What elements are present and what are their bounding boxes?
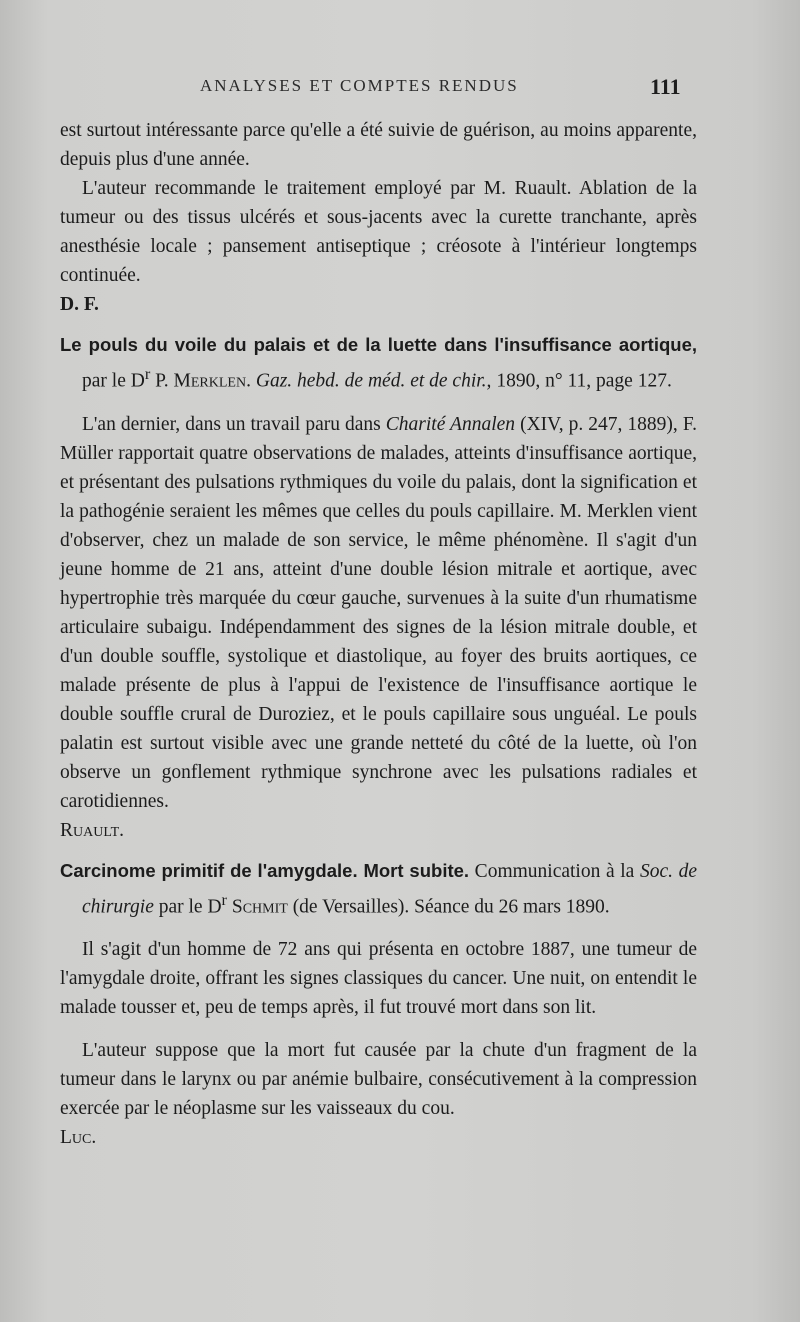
journal-name: Gaz. hebd. de méd. et de chir.,	[250, 370, 492, 392]
running-header: ANALYSES ET COMPTES RENDUS	[200, 76, 519, 95]
title-text: (de Versailles). Séance du 26 mars 1890.	[287, 896, 610, 917]
paragraph: Il s'agit d'un homme de 72 ans qui présenta en octobre 1887, une tumeur de l'amygdale droite, offrant les signes classiques du cancer. Une nuit, on entendit le malade tousser et, peu de temps après, il fut trouvé mort dans son lit.	[60, 939, 697, 1018]
paragraph: L'auteur suppose que la mort fut causée par la chute d'un fragment de la tumeur dans le larynx ou par anémie bulbaire, consécutivement à la compression exercée par le néoplasme sur les vaisseaux du cou.	[60, 1040, 697, 1119]
signature: Ruault.	[60, 819, 125, 841]
signature: Luc.	[60, 1127, 97, 1148]
journal-name: Charité Annalen	[385, 413, 516, 435]
article-title	[60, 330, 697, 396]
body-text: L'an dernier, dans un travail paru dans	[82, 413, 386, 435]
body-text: (XIV, p. 247, 1889), F. Müller rapportait quatre observations de malades, atteints d'insuffisance aortique, et présentant des pulsations rythmiques du voile du palais, dont la signification et la pathogénie seraient les mêmes que celles du pouls capillaire. M. Merklen vient d'observer, chez un malade de son service, le même phénomène. Il s'agit d'un jeune homme de 21 ans, atteint d'une double lésion mitrale et aortique, avec hypertrophie très marquée du cœur gauche, survenues à la suite d'un rhumatisme articulaire subaigu. Indépendamment des signes de la lésion mitrale double, et d'un double souffle, systolique et diastolique, au foyer des bruits aortiques, ce malade présente de plus à l'appui de l'existence de l'insuffisance aortique le double souffle crural de Duroziez, et le pouls capillaire sous unguéal. Le pouls palatin est surtout visible avec une grande netteté du côté de la luette, où l'on observe un gonflement rythmique synchrone avec les pulsations radiales et carotidiennes.	[60, 413, 697, 812]
society-name: Soc. de chirurgie	[82, 860, 698, 917]
title-text: Communication à la	[469, 860, 640, 882]
paragraph	[60, 410, 697, 816]
title-bold: Carcinome primitif de l'amygdale. Mort subite.	[60, 859, 470, 881]
author-name: Schmit	[226, 896, 288, 917]
page-number: 111	[650, 74, 681, 99]
title-by: par le D	[153, 896, 222, 917]
title-sup: r	[144, 365, 151, 383]
article-body	[60, 116, 697, 1152]
author-name: P. Merklen.	[150, 370, 251, 392]
title-ref: 1890, n° 11, page 127.	[491, 370, 672, 392]
title-bold: Le pouls du voile du palais et de la luette dans l'insuffisance aortique,	[60, 334, 697, 355]
title-sup: r	[221, 890, 227, 909]
article-title	[60, 856, 697, 922]
paragraph: est surtout intéressante parce qu'elle a été suivie de guérison, au moins apparente, depuis plus d'une année.	[60, 120, 697, 170]
signature: D. F.	[60, 294, 99, 315]
title-by: par le D	[82, 370, 145, 392]
paragraph: L'auteur recommande le traitement employé par M. Ruault. Ablation de la tumeur ou des tissus ulcérés et sous-jacents avec la curette tranchante, après anesthésie locale ; pansement antiseptique ; créosote à l'intérieur longtemps continuée.	[60, 178, 697, 286]
